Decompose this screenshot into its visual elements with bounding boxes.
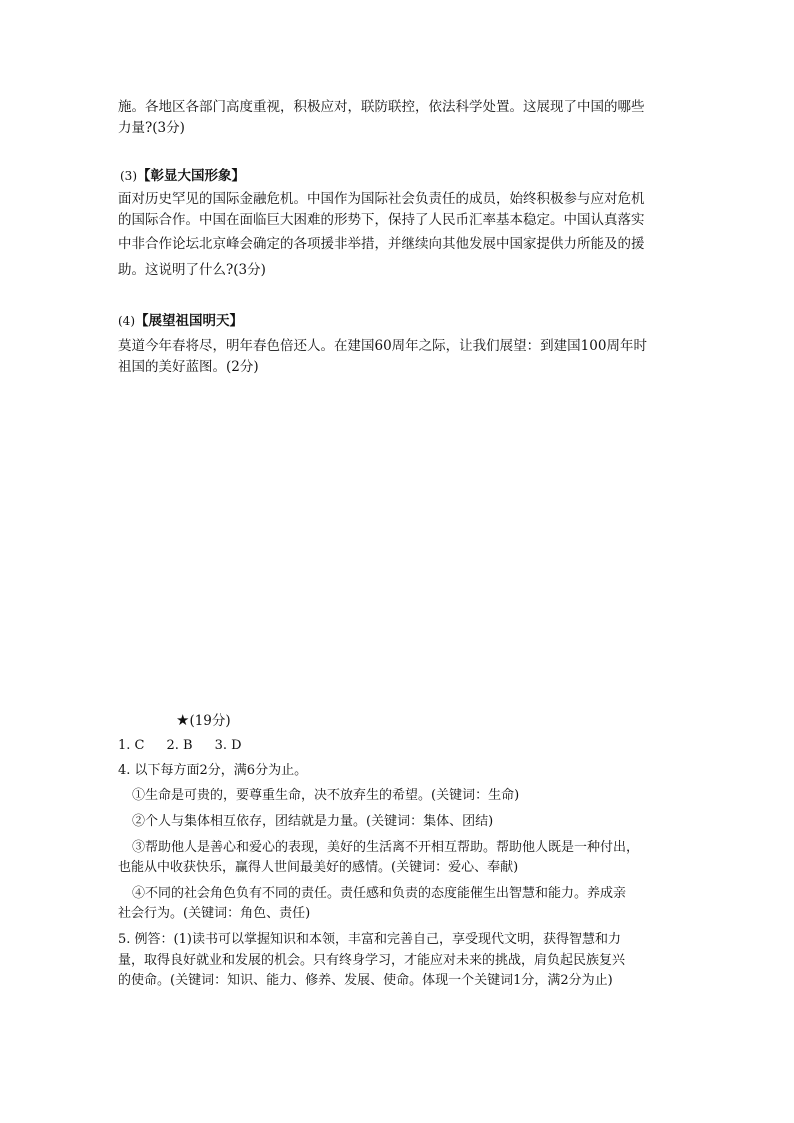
section4-line: 祖国的美好蓝图。(2分): [118, 359, 259, 375]
section3-line: 中非合作论坛北京峰会确定的各项援非举措，并继续向其他发展中国家提供力所能及的援: [118, 236, 645, 252]
mc-answer: 2. B: [166, 738, 193, 753]
mc-answer: 3. D: [214, 738, 242, 753]
q4-item-3-line-2: 也能从中收获快乐，赢得人世间最美好的感情。(关键词：爱心、奉献): [118, 860, 519, 875]
section4-number: (4): [118, 314, 135, 328]
section3-line: 面对历史罕见的国际金融危机。中国作为国际社会负责任的成员，始终积极参与应对危机: [118, 191, 645, 207]
q4-item-3-line-1: ③帮助他人是善心和爱心的表现，美好的生活离不开相互帮助。帮助他人既是一种付出，: [132, 840, 640, 855]
intro-line-2: 力量?(3分): [118, 120, 185, 136]
q5-line-3: 的使命。(关键词：知识、能力、修养、发展、使命。体现一个关键词1分，满2分为止): [118, 973, 613, 988]
q4-title: 4. 以下每方面2分，满6分为止。: [118, 763, 308, 778]
q4-item-4-line-2: 社会行为。(关键词：角色、责任): [118, 906, 311, 921]
section4-title: 【展望祖国明天】: [135, 313, 243, 329]
q4-item-2: ②个人与集体相互依存，团结就是力量。(关键词：集体、团结): [132, 814, 494, 829]
section4-heading: [118, 311, 243, 331]
section3-heading: [120, 166, 245, 186]
q5-line-1: 5. 例答：(1)读书可以掌握知识和本领，丰富和完善自己，享受现代文明，获得智慧和力: [118, 932, 621, 947]
answer-score-line: [176, 710, 231, 731]
q4-item-1: ①生命是可贵的，要尊重生命，决不放弃生的希望。(关键词：生命): [132, 788, 520, 803]
q4-item-4-line-1: ④不同的社会角色负有不同的责任。责任感和负责的态度能催生出智慧和能力。养成亲: [132, 886, 627, 901]
intro-line-1: 施。各地区各部门高度重视，积极应对，联防联控，依法科学处置。这展现了中国的哪些: [118, 99, 645, 115]
section4-line: 莫道今年春将尽，明年春色倍还人。在建国60周年之际，让我们展望：到建国100周年时: [118, 338, 647, 354]
star-icon: ★: [176, 711, 190, 729]
section3-title: 【彰显大国形象】: [137, 168, 245, 184]
q5-line-2: 量，取得良好就业和发展的机会。只有终身学习，才能应对未来的挑战，肩负起民族复兴: [118, 953, 626, 968]
section3-line: 助。这说明了什么?(3分): [118, 262, 266, 278]
mc-answers: [118, 736, 683, 756]
mc-answer: 1. C: [118, 738, 145, 753]
section3-number: (3): [120, 169, 137, 183]
answer-score: (19分): [189, 713, 231, 729]
section3-line: 的国际合作。中国在面临巨大困难的形势下，保持了人民币汇率基本稳定。中国认真落实: [118, 212, 645, 228]
